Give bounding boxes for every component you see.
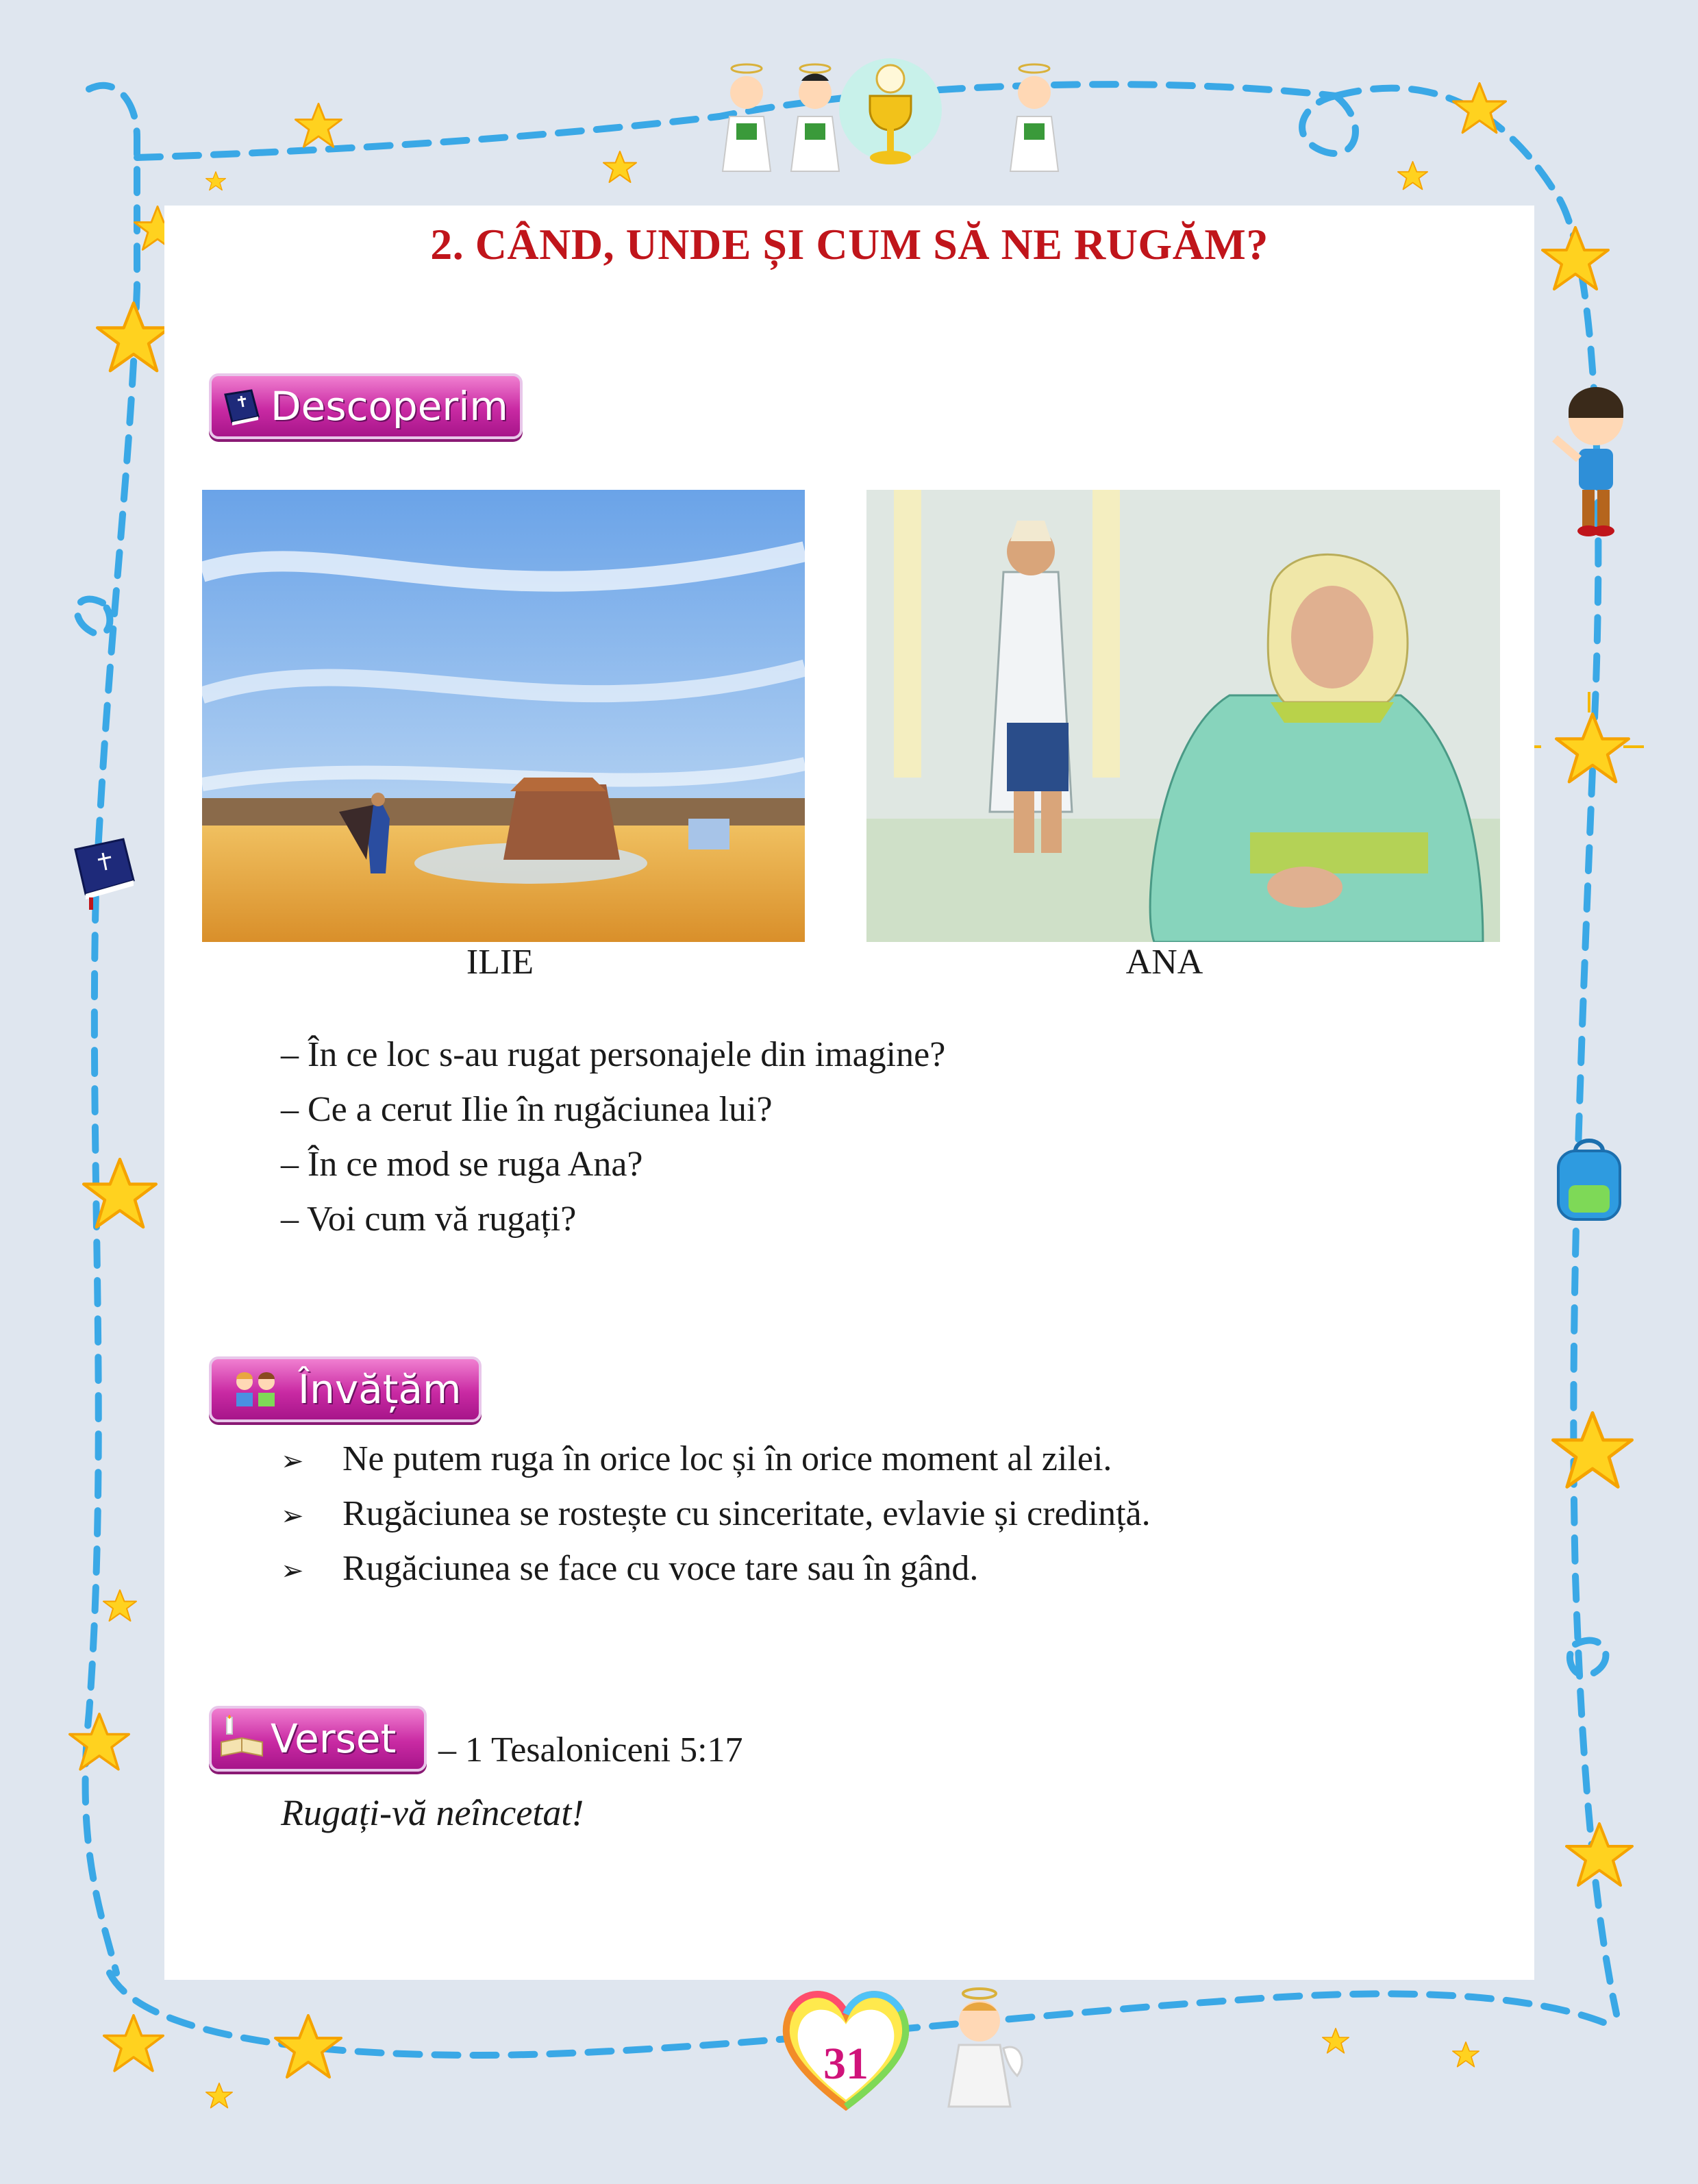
praying-angel-icon [938,1980,1027,2117]
question-item: – În ce mod se ruga Ana? [281,1145,643,1184]
page-number: 31 [823,2039,869,2089]
lesson-item [281,1493,1151,1534]
elijah-illustration [202,490,805,942]
lesson-item [281,1439,1112,1479]
hannah-praying-temple-illustration [866,490,1500,942]
bible-book-icon [62,829,144,911]
section-badge-verset [209,1706,427,1772]
children-reading-icon [219,1365,294,1413]
waving-boy-icon [1541,384,1644,541]
section-badge-descoperim [209,373,523,439]
image-caption-ilie: ILIE [466,943,534,982]
arrow-bullet-icon: ➢ [281,1555,304,1587]
lesson-text: Rugăciunea se rostește cu sinceritate, evlavie și credință. [342,1494,1151,1533]
question-item: – Voi cum vă rugați? [281,1200,577,1239]
arrow-bullet-icon: ➢ [281,1445,304,1477]
page-title: 2. CÂND, UNDE ȘI CUM SĂ NE RUGĂM? [430,220,1269,269]
lesson-text: Rugăciunea se face cu voce tare sau în gând. [342,1549,979,1588]
question-item: – Ce a cerut Ilie în rugăciunea lui? [281,1090,773,1129]
verse-reference: – 1 Tesaloniceni 5:17 [438,1730,743,1770]
lesson-item [281,1548,978,1589]
lesson-text: Ne putem ruga în orice loc și în orice moment al zilei. [342,1439,1112,1478]
section-badge-invatam [209,1356,482,1422]
image-caption-ana: ANA [1125,943,1203,982]
section-label: Verset [271,1715,397,1762]
open-book-candle-icon [219,1715,266,1763]
question-item: – În ce loc s-au rugat personajele din imagine? [281,1035,946,1074]
arrow-bullet-icon: ➢ [281,1500,304,1532]
hannah-illustration [866,490,1500,942]
backpack-icon [1548,1137,1630,1226]
verse-text: Rugați-vă neîncetat! [281,1792,584,1833]
section-label: Descoperim [271,383,508,430]
prophet-elijah-altar-illustration [202,490,805,942]
bible-book-icon [219,382,266,430]
angels-chalice-icon [712,55,1069,192]
section-label: Învățăm [298,1366,462,1413]
